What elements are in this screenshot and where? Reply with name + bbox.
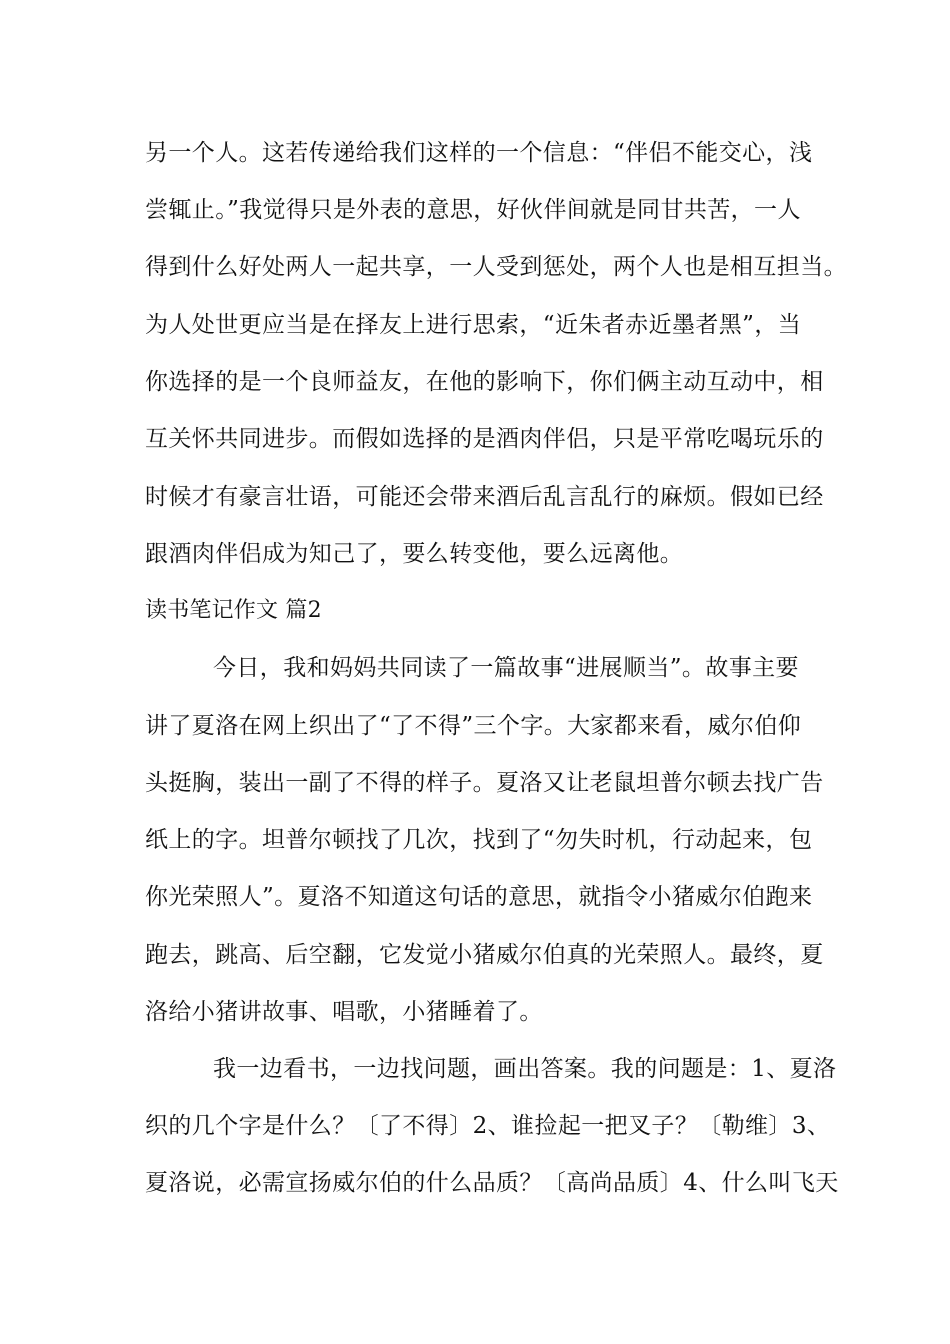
- text-line: 得到什么好处两人一起共享，一人受到惩处，两个人也是相互担当。: [145, 254, 847, 280]
- text-line: 夏洛说，必需宣扬威尔伯的什么品质？〔高尚品质〕4、什么叫飞天: [145, 1170, 839, 1196]
- text-line: 讲了夏洛在网上织出了“了不得”三个字。大家都来看，威尔伯仰: [145, 713, 802, 739]
- text-line: 跑去，跳高、后空翻，它发觉小猪威尔伯真的光荣照人。最终，夏: [145, 942, 824, 968]
- section-heading: 读书笔记作文 篇2: [145, 598, 322, 623]
- text-line: 尝辄止。”我觉得只是外表的意思，好伙伴间就是同甘共苦，一人: [145, 197, 801, 223]
- text-line: 今日，我和妈妈共同读了一篇故事“进展顺当”。故事主要: [213, 655, 799, 681]
- text-line: 互关怀共同进步。而假如选择的是酒肉伴侣，只是平常吃喝玩乐的: [145, 426, 824, 452]
- text-line: 洛给小猪讲故事、唱歌，小猪睡着了。: [145, 999, 543, 1025]
- text-line: 你光荣照人”。夏洛不知道这句话的意思，就指令小猪威尔伯跑来: [145, 884, 813, 910]
- text-line: 织的几个字是什么？〔了不得〕2、谁捡起一把叉子？〔勒维〕3、: [145, 1113, 831, 1139]
- text-line: 为人处世更应当是在择友上进行思索，“近朱者赤近墨者黑”，当: [145, 312, 802, 338]
- text-line: 另一个人。这若传递给我们这样的一个信息：“伴侣不能交心，浅: [145, 140, 813, 166]
- text-line: 纸上的字。坦普尔顿找了几次，找到了“勿失时机，行动起来，包: [145, 827, 813, 853]
- text-line: 头挺胸，装出一副了不得的样子。夏洛又让老鼠坦普尔顿去找广告: [145, 770, 824, 796]
- text-line: 我一边看书，一边找问题，画出答案。我的问题是：1、夏洛: [213, 1056, 837, 1082]
- text-line: 时候才有豪言壮语，可能还会带来酒后乱言乱行的麻烦。假如已经: [145, 484, 824, 510]
- text-line: 你选择的是一个良师益友，在他的影响下，你们俩主动互动中，相: [145, 369, 824, 395]
- text-line: 跟酒肉伴侣成为知己了，要么转变他，要么远离他。: [145, 541, 684, 567]
